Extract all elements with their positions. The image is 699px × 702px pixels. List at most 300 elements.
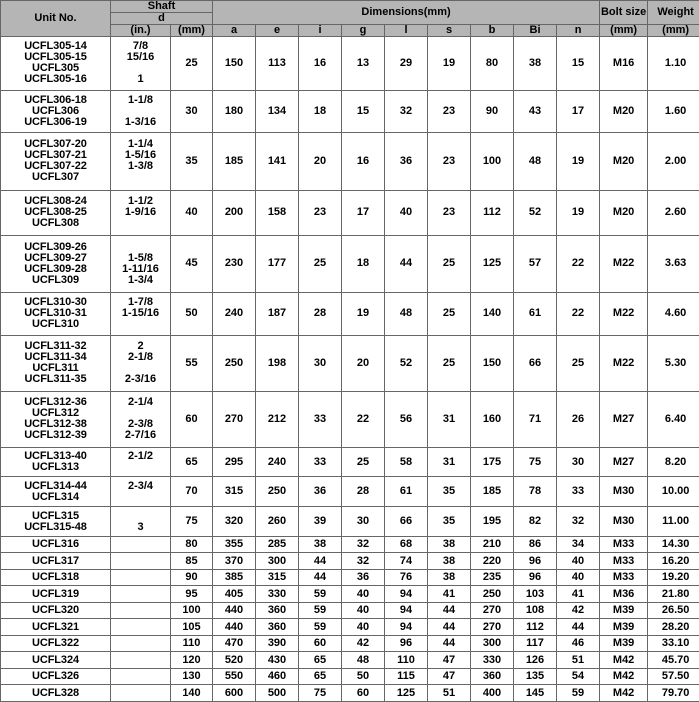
cell-dim-l: 40 (385, 190, 428, 235)
cell-dim-i: 25 (299, 235, 342, 292)
cell-shaft-inch (111, 569, 171, 585)
cell-dim-a: 200 (213, 190, 256, 235)
cell-weight: 3.63 (648, 235, 699, 292)
cell-dim-e: 500 (256, 685, 299, 702)
table-row (1, 507, 699, 537)
table-row (1, 685, 699, 702)
cell-dim-n: 22 (557, 292, 600, 335)
cell-dim-a: 600 (213, 685, 256, 702)
unit-no-label: UCFL309-27 (24, 251, 87, 264)
cell-dim-bi: 61 (514, 292, 557, 335)
cell-unit-no (1, 235, 111, 292)
cell-dim-n: 51 (557, 652, 600, 668)
cell-shaft-mm: 35 (171, 132, 213, 190)
cell-dim-s: 35 (428, 477, 471, 507)
cell-dim-n: 15 (557, 37, 600, 91)
shaft-inch-value: 2-3/4 (127, 479, 154, 492)
table-header (1, 1, 699, 37)
cell-bolt-size: M16 (600, 37, 648, 91)
cell-dim-b: 270 (471, 602, 514, 618)
shaft-inch-value: 1-3/4 (127, 273, 154, 286)
shaft-inch-value: 2-7/16 (124, 429, 157, 442)
cell-weight: 57.50 (648, 668, 699, 684)
cell-dim-b: 175 (471, 448, 514, 477)
cell-dim-a: 550 (213, 668, 256, 684)
cell-shaft-inch (111, 190, 171, 235)
cell-dim-l: 76 (385, 569, 428, 585)
cell-shaft-inch (111, 292, 171, 335)
cell-dim-n: 44 (557, 619, 600, 635)
cell-dim-g: 40 (342, 602, 385, 618)
cell-unit-no (1, 685, 111, 702)
cell-unit-no (1, 553, 111, 569)
cell-dim-i: 44 (299, 553, 342, 569)
header-dim-e: e (256, 25, 299, 37)
cell-dim-l: 68 (385, 536, 428, 552)
cell-dim-n: 42 (557, 602, 600, 618)
header-shaft-d: d (111, 13, 213, 25)
shaft-inch-value: 2-1/4 (127, 396, 154, 409)
cell-shaft-inch (111, 448, 171, 477)
cell-dim-g: 60 (342, 685, 385, 702)
cell-dim-bi: 108 (514, 602, 557, 618)
cell-dim-bi: 43 (514, 90, 557, 132)
shaft-inch-value: 3 (137, 520, 144, 533)
cell-shaft-mm: 120 (171, 652, 213, 668)
cell-shaft-mm: 100 (171, 602, 213, 618)
unit-no-label: UCFL314 (32, 490, 79, 503)
cell-weight: 1.60 (648, 90, 699, 132)
unit-no-label: UCFL318 (32, 571, 79, 584)
cell-dim-n: 25 (557, 335, 600, 391)
unit-no-label: UCFL308 (32, 217, 79, 230)
cell-dim-i: 16 (299, 37, 342, 91)
cell-bolt-size: M20 (600, 90, 648, 132)
unit-no-label: UCFL305 (32, 62, 79, 75)
cell-dim-b: 195 (471, 507, 514, 537)
table-row (1, 90, 699, 132)
cell-dim-e: 158 (256, 190, 299, 235)
cell-shaft-inch (111, 668, 171, 684)
unit-no-label: UCFL312-36 (24, 396, 87, 409)
cell-dim-bi: 78 (514, 477, 557, 507)
cell-bolt-size: M36 (600, 586, 648, 602)
header-row-1 (1, 1, 699, 13)
cell-shaft-mm: 65 (171, 448, 213, 477)
cell-dim-bi: 57 (514, 235, 557, 292)
cell-dim-i: 20 (299, 132, 342, 190)
cell-dim-l: 44 (385, 235, 428, 292)
cell-bolt-size: M33 (600, 569, 648, 585)
cell-shaft-inch (111, 37, 171, 91)
cell-weight: 45.70 (648, 652, 699, 668)
cell-dim-g: 13 (342, 37, 385, 91)
table-row (1, 37, 699, 91)
cell-shaft-inch (111, 652, 171, 668)
shaft-inch-value: 2-3/8 (127, 418, 154, 431)
cell-dim-l: 125 (385, 685, 428, 702)
cell-unit-no (1, 37, 111, 91)
header-dimensions: Dimensions(mm) (213, 1, 600, 25)
header-shaft-mm-unit: (mm) (171, 25, 213, 37)
cell-unit-no (1, 569, 111, 585)
cell-dim-n: 30 (557, 448, 600, 477)
unit-no-label: UCFL310 (32, 318, 79, 331)
cell-dim-bi: 112 (514, 619, 557, 635)
cell-unit-no (1, 586, 111, 602)
cell-unit-no (1, 90, 111, 132)
cell-dim-a: 270 (213, 391, 256, 448)
cell-dim-s: 25 (428, 292, 471, 335)
cell-dim-bi: 52 (514, 190, 557, 235)
cell-dim-a: 520 (213, 652, 256, 668)
cell-dim-n: 59 (557, 685, 600, 702)
cell-dim-n: 46 (557, 635, 600, 651)
shaft-inch-value (111, 556, 170, 567)
table-row (1, 569, 699, 585)
cell-dim-a: 405 (213, 586, 256, 602)
cell-dim-l: 29 (385, 37, 428, 91)
shaft-inch-value (111, 539, 170, 550)
cell-shaft-inch (111, 586, 171, 602)
cell-shaft-inch (111, 235, 171, 292)
unit-no-label: UCFL312-38 (24, 418, 87, 431)
cell-shaft-inch (111, 477, 171, 507)
cell-shaft-inch (111, 507, 171, 537)
shaft-inch-value (111, 589, 170, 600)
table-row (1, 132, 699, 190)
shaft-inch-value: 1 (137, 73, 144, 86)
cell-bolt-size: M20 (600, 190, 648, 235)
cell-dim-a: 240 (213, 292, 256, 335)
cell-shaft-mm: 25 (171, 37, 213, 91)
cell-unit-no (1, 190, 111, 235)
cell-dim-l: 32 (385, 90, 428, 132)
table-row (1, 536, 699, 552)
cell-dim-g: 32 (342, 553, 385, 569)
cell-dim-g: 15 (342, 90, 385, 132)
shaft-inch-value: 1-7/8 (127, 296, 154, 309)
cell-weight: 4.60 (648, 292, 699, 335)
cell-dim-a: 295 (213, 448, 256, 477)
cell-dim-g: 40 (342, 586, 385, 602)
cell-unit-no (1, 132, 111, 190)
table-row (1, 602, 699, 618)
table-row (1, 668, 699, 684)
header-dim-b: b (471, 25, 514, 37)
cell-dim-i: 28 (299, 292, 342, 335)
cell-shaft-mm: 75 (171, 507, 213, 537)
unit-no-label: UCFL309-28 (24, 262, 87, 275)
cell-shaft-mm: 110 (171, 635, 213, 651)
cell-weight: 8.20 (648, 448, 699, 477)
unit-no-label: UCFL306 (32, 104, 79, 117)
unit-no-label: UCFL311-34 (24, 351, 87, 364)
cell-dim-s: 19 (428, 37, 471, 91)
shaft-inch-value (111, 319, 170, 330)
cell-dim-g: 16 (342, 132, 385, 190)
cell-dim-b: 300 (471, 635, 514, 651)
cell-dim-l: 96 (385, 635, 428, 651)
cell-dim-b: 270 (471, 619, 514, 635)
shaft-inch-value: 2-3/16 (124, 373, 157, 386)
cell-unit-no (1, 652, 111, 668)
cell-dim-l: 58 (385, 448, 428, 477)
cell-dim-i: 59 (299, 586, 342, 602)
cell-dim-n: 54 (557, 668, 600, 684)
cell-dim-l: 74 (385, 553, 428, 569)
cell-dim-bi: 38 (514, 37, 557, 91)
unit-no-label: UCFL310-30 (24, 296, 87, 309)
cell-weight: 33.10 (648, 635, 699, 651)
cell-dim-i: 33 (299, 448, 342, 477)
cell-dim-n: 41 (557, 586, 600, 602)
cell-unit-no (1, 536, 111, 552)
cell-dim-b: 125 (471, 235, 514, 292)
header-dim-g: g (342, 25, 385, 37)
cell-dim-n: 32 (557, 507, 600, 537)
cell-unit-no (1, 602, 111, 618)
cell-dim-a: 250 (213, 335, 256, 391)
unit-no-label: UCFL308-24 (24, 195, 87, 208)
cell-dim-b: 140 (471, 292, 514, 335)
unit-no-label: UCFL309 (32, 273, 79, 286)
table-body (1, 37, 699, 702)
shaft-inch-value (111, 638, 170, 649)
cell-dim-g: 28 (342, 477, 385, 507)
cell-dim-e: 330 (256, 586, 299, 602)
shaft-inch-value (111, 492, 170, 503)
cell-dim-n: 33 (557, 477, 600, 507)
cell-unit-no (1, 391, 111, 448)
cell-weight: 1.10 (648, 37, 699, 91)
cell-dim-b: 80 (471, 37, 514, 91)
cell-dim-i: 23 (299, 190, 342, 235)
unit-no-label: UCFL328 (32, 686, 79, 699)
cell-dim-e: 260 (256, 507, 299, 537)
header-dim-a: a (213, 25, 256, 37)
cell-unit-no (1, 477, 111, 507)
cell-bolt-size: M33 (600, 536, 648, 552)
cell-dim-i: 30 (299, 335, 342, 391)
shaft-inch-value: 2 (137, 340, 144, 353)
shaft-inch-value: 15/16 (126, 51, 155, 64)
cell-unit-no (1, 507, 111, 537)
cell-dim-g: 40 (342, 619, 385, 635)
cell-bolt-size: M33 (600, 553, 648, 569)
cell-dim-a: 370 (213, 553, 256, 569)
cell-dim-n: 19 (557, 190, 600, 235)
unit-no-label: UCFL307 (32, 171, 79, 184)
table-row (1, 391, 699, 448)
cell-dim-s: 47 (428, 668, 471, 684)
unit-no-label: UCFL312 (32, 407, 79, 420)
cell-dim-g: 50 (342, 668, 385, 684)
cell-dim-bi: 66 (514, 335, 557, 391)
cell-dim-s: 51 (428, 685, 471, 702)
cell-shaft-inch (111, 685, 171, 702)
shaft-inch-value (111, 572, 170, 583)
cell-weight: 10.00 (648, 477, 699, 507)
cell-dim-b: 112 (471, 190, 514, 235)
table-row (1, 652, 699, 668)
table-row (1, 235, 699, 292)
cell-dim-i: 44 (299, 569, 342, 585)
shaft-inch-value (111, 172, 170, 183)
cell-dim-e: 285 (256, 536, 299, 552)
cell-dim-l: 94 (385, 586, 428, 602)
cell-dim-g: 17 (342, 190, 385, 235)
cell-dim-a: 315 (213, 477, 256, 507)
cell-shaft-mm: 45 (171, 235, 213, 292)
cell-shaft-mm: 80 (171, 536, 213, 552)
cell-dim-g: 18 (342, 235, 385, 292)
cell-dim-e: 134 (256, 90, 299, 132)
cell-dim-l: 52 (385, 335, 428, 391)
cell-shaft-mm: 90 (171, 569, 213, 585)
cell-shaft-mm: 130 (171, 668, 213, 684)
shaft-inch-value: 1-15/16 (121, 307, 160, 320)
unit-no-label: UCFL313 (32, 461, 79, 474)
cell-dim-g: 30 (342, 507, 385, 537)
cell-dim-n: 17 (557, 90, 600, 132)
cell-dim-b: 100 (471, 132, 514, 190)
cell-weight: 19.20 (648, 569, 699, 585)
unit-no-label: UCFL322 (32, 637, 79, 650)
cell-dim-a: 150 (213, 37, 256, 91)
cell-dim-e: 212 (256, 391, 299, 448)
cell-bolt-size: M20 (600, 132, 648, 190)
cell-dim-s: 31 (428, 391, 471, 448)
cell-dim-i: 59 (299, 602, 342, 618)
cell-dim-a: 230 (213, 235, 256, 292)
cell-dim-s: 38 (428, 569, 471, 585)
cell-bolt-size: M22 (600, 235, 648, 292)
cell-dim-b: 360 (471, 668, 514, 684)
unit-no-label: UCFL312-39 (24, 429, 87, 442)
cell-dim-s: 44 (428, 619, 471, 635)
table-row (1, 635, 699, 651)
header-dim-l: l (385, 25, 428, 37)
cell-dim-e: 113 (256, 37, 299, 91)
shaft-inch-value (111, 655, 170, 666)
cell-dim-g: 25 (342, 448, 385, 477)
shaft-inch-value (111, 218, 170, 229)
cell-dim-n: 19 (557, 132, 600, 190)
cell-dim-b: 150 (471, 335, 514, 391)
cell-dim-i: 60 (299, 635, 342, 651)
unit-no-label: UCFL311 (32, 362, 79, 375)
header-shaft: Shaft (111, 1, 213, 13)
unit-no-label: UCFL306-19 (24, 115, 87, 128)
cell-dim-e: 240 (256, 448, 299, 477)
cell-unit-no (1, 448, 111, 477)
unit-no-label: UCFL306-18 (24, 93, 87, 106)
shaft-inch-value (111, 688, 170, 699)
cell-weight: 26.50 (648, 602, 699, 618)
cell-dim-bi: 96 (514, 553, 557, 569)
unit-no-label: UCFL305-14 (24, 40, 87, 53)
cell-dim-s: 25 (428, 235, 471, 292)
cell-bolt-size: M39 (600, 635, 648, 651)
cell-weight: 2.00 (648, 132, 699, 190)
cell-bolt-size: M42 (600, 652, 648, 668)
header-dim-s: s (428, 25, 471, 37)
cell-dim-g: 22 (342, 391, 385, 448)
cell-dim-bi: 71 (514, 391, 557, 448)
cell-dim-i: 38 (299, 536, 342, 552)
cell-shaft-mm: 70 (171, 477, 213, 507)
cell-dim-g: 20 (342, 335, 385, 391)
unit-no-label: UCFL307-20 (24, 138, 87, 151)
cell-dim-i: 39 (299, 507, 342, 537)
cell-weight: 21.80 (648, 586, 699, 602)
shaft-inch-value: 1-1/8 (127, 93, 154, 106)
table-row (1, 190, 699, 235)
shaft-inch-value (111, 671, 170, 682)
header-bolt-unit: (mm) (600, 25, 648, 37)
cell-dim-bi: 48 (514, 132, 557, 190)
cell-shaft-inch (111, 335, 171, 391)
cell-dim-i: 36 (299, 477, 342, 507)
unit-no-label: UCFL324 (32, 653, 79, 666)
cell-dim-b: 90 (471, 90, 514, 132)
cell-dim-e: 198 (256, 335, 299, 391)
cell-bolt-size: M39 (600, 602, 648, 618)
cell-weight: 16.20 (648, 553, 699, 569)
shaft-inch-value: 7/8 (132, 40, 149, 53)
cell-weight: 2.60 (648, 190, 699, 235)
shaft-inch-value: 1-1/2 (127, 195, 154, 208)
header-weight: Weight (648, 1, 699, 25)
unit-no-label: UCFL317 (32, 554, 79, 567)
cell-dim-s: 35 (428, 507, 471, 537)
cell-shaft-mm: 105 (171, 619, 213, 635)
cell-dim-l: 94 (385, 602, 428, 618)
unit-no-label: UCFL320 (32, 604, 79, 617)
cell-dim-l: 66 (385, 507, 428, 537)
cell-dim-bi: 145 (514, 685, 557, 702)
unit-no-label: UCFL316 (32, 538, 79, 551)
cell-bolt-size: M22 (600, 292, 648, 335)
cell-weight: 11.00 (648, 507, 699, 537)
cell-dim-a: 180 (213, 90, 256, 132)
header-unit-no: Unit No. (1, 1, 111, 37)
cell-dim-e: 360 (256, 602, 299, 618)
cell-dim-bi: 117 (514, 635, 557, 651)
shaft-inch-value: 1-1/4 (127, 138, 154, 151)
cell-dim-i: 65 (299, 668, 342, 684)
unit-no-label: UCFL313-40 (24, 450, 87, 463)
cell-dim-i: 33 (299, 391, 342, 448)
cell-dim-bi: 96 (514, 569, 557, 585)
shaft-inch-value: 1-3/16 (124, 115, 157, 128)
cell-dim-b: 185 (471, 477, 514, 507)
unit-no-label: UCFL311-35 (24, 373, 87, 386)
cell-shaft-inch (111, 619, 171, 635)
cell-dim-g: 42 (342, 635, 385, 651)
unit-no-label: UCFL319 (32, 587, 79, 600)
cell-dim-n: 40 (557, 553, 600, 569)
cell-dim-s: 44 (428, 602, 471, 618)
cell-dim-g: 19 (342, 292, 385, 335)
cell-dim-s: 41 (428, 586, 471, 602)
unit-no-label: UCFL315 (32, 509, 79, 522)
shaft-inch-value: 2-1/8 (127, 351, 154, 364)
cell-shaft-inch (111, 602, 171, 618)
cell-dim-g: 32 (342, 536, 385, 552)
cell-dim-bi: 126 (514, 652, 557, 668)
